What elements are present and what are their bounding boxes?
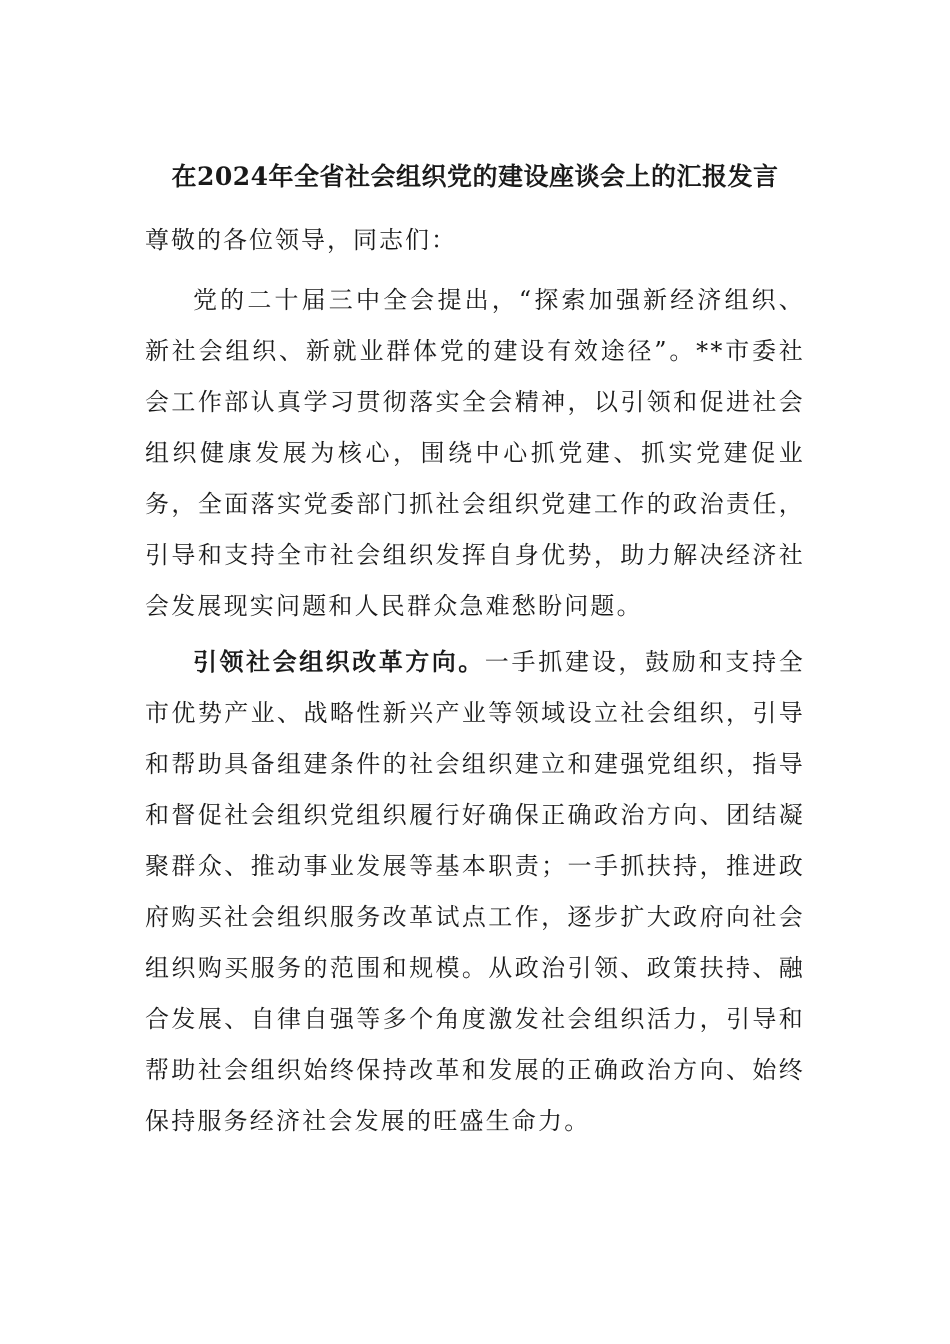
- paragraph-intro-text: 党的二十届三中全会提出，“探索加强新经济组织、新社会组织、新就业群体党的建设有效途径”。**市委社会工作部认真学习贯彻落实全会精神，以引领和促进社会组织健康发展为核心，围绕中心抓党建、抓实党建促业务，全面落实党委部门抓社会组织党建工作的政治责任，引导和支持全市社会组织发挥自身优势，助力解决经济社会发展现实问题和人民群众急难愁盼问题。: [145, 286, 805, 620]
- paragraph-reform-direction-text: 一手抓建设，鼓励和支持全市优势产业、战略性新兴产业等领域设立社会组织，引导和帮助具备组建条件的社会组织建立和建强党组织，指导和督促社会组织党组织履行好确保正确政治方向、团结凝聚群众、推动事业发展等基本职责；一手抓扶持，推进政府购买社会组织服务改革试点工作，逐步扩大政府向社会组织购买服务的范围和规模。从政治引领、政策扶持、融合发展、自律自强等多个角度激发社会组织活力，引导和帮助社会组织始终保持改革和发展的正确政治方向、始终保持服务经济社会发展的旺盛生命力。: [145, 648, 805, 1135]
- paragraph-reform-direction: [145, 636, 805, 1147]
- salutation: 尊敬的各位领导，同志们：: [145, 226, 457, 254]
- paragraph-lead-heading: 引领社会组织改革方向。: [193, 647, 485, 676]
- document-title: 在2024年全省社会组织党的建设座谈会上的汇报发言: [171, 162, 779, 191]
- paragraph-intro: [145, 275, 805, 632]
